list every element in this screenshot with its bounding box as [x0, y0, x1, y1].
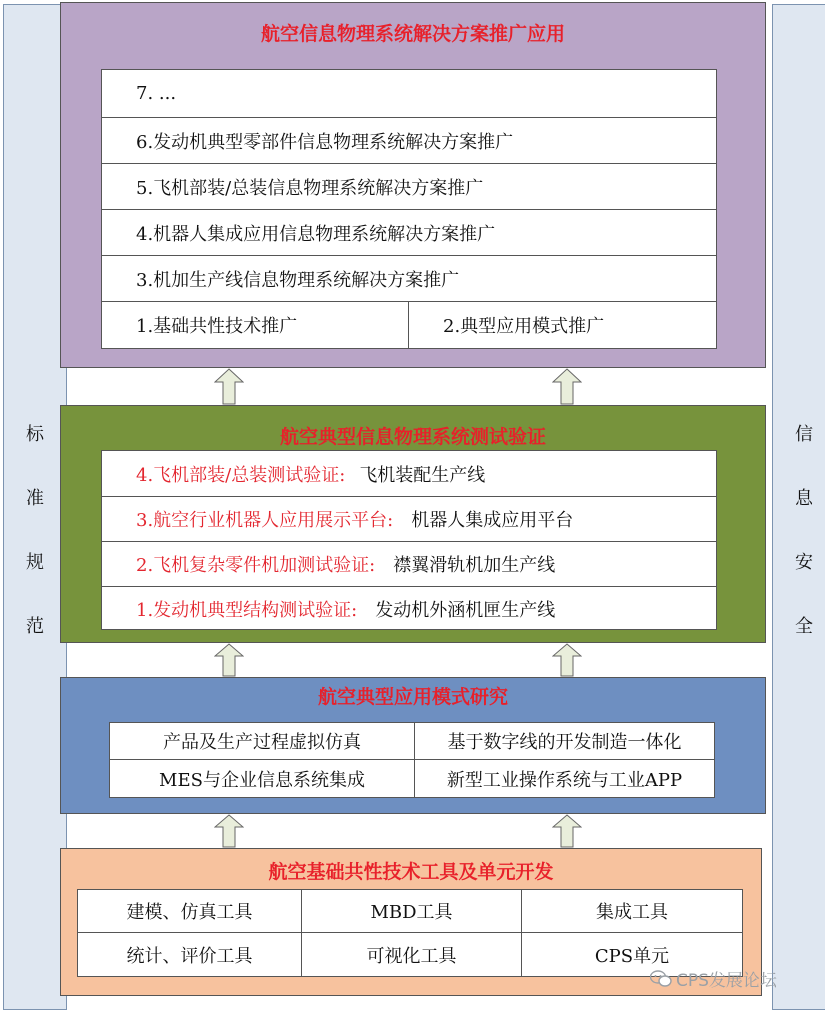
- layer-promotion-title: 航空信息物理系统解决方案推广应用: [260, 23, 565, 45]
- up-arrow-icon: [214, 368, 244, 405]
- up-arrow-icon: [214, 643, 244, 677]
- tool-cell: MBD工具: [302, 890, 522, 933]
- watermark-text: CPS发展论坛: [676, 971, 777, 991]
- promotion-row: 3.机加生产线信息物理系统解决方案推广: [102, 255, 716, 301]
- promotion-row: 5.飞机部装/总装信息物理系统解决方案推广: [102, 163, 716, 209]
- sidebar-standards-char: 标: [26, 424, 44, 445]
- layer-promotion: [60, 2, 766, 368]
- verification-label: 4.飞机部装/总装测试验证:: [136, 464, 346, 486]
- sidebar-standards-char: 范: [26, 616, 44, 637]
- sidebar-standards-char: 准: [26, 488, 44, 509]
- up-arrow-icon: [552, 814, 582, 848]
- sidebar-security-char: 信: [795, 424, 813, 445]
- tool-cell: 集成工具: [522, 890, 742, 933]
- promotion-row: 6.发动机典型零部件信息物理系统解决方案推广: [102, 117, 716, 163]
- verification-label: 1.发动机典型结构测试验证:: [136, 600, 358, 621]
- tool-cell: 可视化工具: [302, 933, 522, 976]
- up-arrow-icon: [552, 368, 582, 405]
- sidebar-info-security: [772, 4, 825, 1010]
- up-arrow-icon: [214, 814, 244, 848]
- up-arrow-icon: [552, 643, 582, 677]
- model-cell: 产品及生产过程虚拟仿真: [110, 723, 415, 760]
- tool-cell: CPS单元: [594, 945, 670, 967]
- sidebar-security-char: 全: [795, 616, 813, 637]
- layer-verification: [60, 405, 766, 643]
- promotion-typical-mode: 2.典型应用模式推广: [443, 316, 605, 337]
- promotion-bottom-row: [102, 301, 716, 348]
- sidebar-standards: [3, 4, 67, 1010]
- watermark: [650, 966, 777, 991]
- verification-row: [102, 496, 716, 541]
- verification-value: 发动机外涵机匣生产线: [375, 600, 556, 621]
- sidebar-security-char: 安: [795, 552, 813, 573]
- model-cell: MES与企业信息系统集成: [110, 760, 415, 797]
- model-cell: 基于数字线的开发制造一体化: [415, 723, 714, 760]
- promotion-basic-tech: 1.基础共性技术推广: [102, 302, 409, 348]
- wechat-icon: [650, 970, 672, 988]
- verification-value: 飞机装配生产线: [359, 464, 486, 486]
- tools-grid: [77, 889, 743, 977]
- tool-cell: 统计、评价工具: [78, 933, 302, 976]
- verification-row: [102, 586, 716, 631]
- model-cell: 新型工业操作系统与工业APP: [446, 769, 683, 791]
- layer-tools-title: 航空基础共性技术工具及单元开发: [268, 861, 554, 883]
- models-grid: [109, 722, 715, 798]
- layer-models-title: 航空典型应用模式研究: [317, 686, 508, 708]
- verification-value: 襟翼滑轨机加生产线: [393, 555, 556, 576]
- promotion-list: [101, 69, 717, 349]
- layer-verification-title: 航空典型信息物理系统测试验证: [279, 426, 546, 448]
- verification-label: 3.航空行业机器人应用展示平台:: [136, 510, 394, 531]
- promotion-row: 7. ...: [136, 83, 177, 104]
- layer-application-models: [60, 677, 766, 814]
- verification-label: 2.飞机复杂零件机加测试验证:: [136, 555, 376, 576]
- sidebar-standards-char: 规: [26, 552, 44, 573]
- sidebar-security-char: 息: [795, 488, 813, 509]
- verification-row: [102, 541, 716, 586]
- tool-cell: 建模、仿真工具: [78, 890, 302, 933]
- promotion-row: 4.机器人集成应用信息物理系统解决方案推广: [102, 209, 716, 255]
- verification-value: 机器人集成应用平台: [411, 510, 574, 531]
- verification-row: [102, 451, 716, 496]
- verification-list: [101, 450, 717, 630]
